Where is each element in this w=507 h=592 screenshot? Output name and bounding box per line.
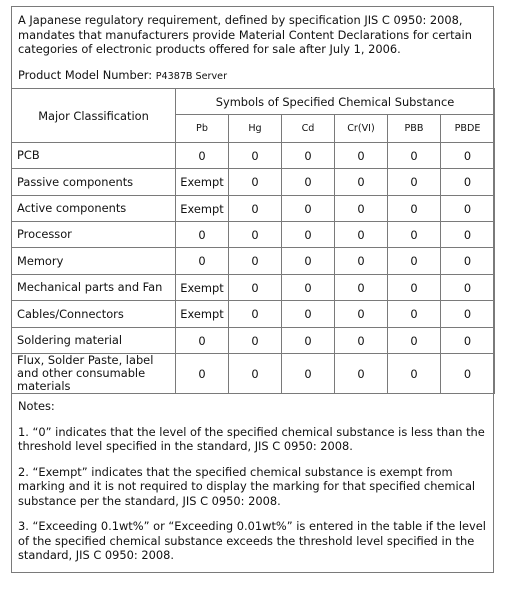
table-cell: 0 [335,301,388,328]
product-model-label: Product Model Number: [18,68,156,82]
table-cell: 0 [282,169,335,196]
symbols-header: Symbols of Specified Chemical Substance [176,89,495,115]
note-2: 2. “Exempt” indicates that the specified chemical substance is exempt from marking and it is not required to display the marking for that specified chemical substance per the standard, JIS C 0950: 2008. [18,464,476,508]
table-cell: 0 [388,354,441,394]
table-row [12,275,495,301]
table-cell: 0 [335,169,388,196]
table-row [12,354,495,394]
table-cell: 0 [282,143,335,169]
table-cell: 0 [229,169,282,196]
table-cell: 0 [282,275,335,301]
table-cell: 0 [441,248,495,275]
table-cell: 0 [229,328,282,354]
table-cell: Exempt [176,301,229,328]
table-cell: 0 [229,275,282,301]
row-label: Flux, Solder Paste, label and other consumable materials [12,354,176,394]
table-cell: 0 [176,222,229,248]
table-cell: 0 [441,143,495,169]
table-cell: 0 [441,275,495,301]
substance-column-header: Cd [282,115,335,143]
table-cell: 0 [441,222,495,248]
table-cell: 0 [388,328,441,354]
table-cell: 0 [229,143,282,169]
table-cell: 0 [282,328,335,354]
table-cell: 0 [441,196,495,222]
table-row [12,169,495,196]
table-row [12,143,495,169]
table-cell: 0 [335,275,388,301]
table-cell: 0 [229,248,282,275]
notes-section [18,399,490,574]
table-cell: 0 [176,354,229,394]
table-cell: 0 [282,301,335,328]
table-cell: 0 [176,248,229,275]
row-label: Memory [12,248,176,275]
row-label: Processor [12,222,176,248]
table-cell: 0 [388,248,441,275]
table-cell: 0 [388,275,441,301]
row-label: PCB [12,143,176,169]
table-cell: 0 [282,354,335,394]
notes-title: Notes: [18,399,55,413]
table-cell: 0 [176,328,229,354]
table-row [12,328,495,354]
table-cell: 0 [176,143,229,169]
table-row [12,301,495,328]
declaration-frame [11,6,494,573]
table-cell: 0 [388,143,441,169]
row-label: Mechanical parts and Fan [12,275,176,301]
table-cell: 0 [282,222,335,248]
table-cell: 0 [335,248,388,275]
table-row [12,248,495,275]
table-cell: 0 [229,222,282,248]
row-label: Active components [12,196,176,222]
note-3: 3. “Exceeding 0.1wt%” or “Exceeding 0.01wt%” is entered in the table if the level of the specified chemical substance exceeds the threshold level specified in the standard, JIS C 0950: 2008. [18,519,486,562]
table-cell: 0 [229,196,282,222]
intro-paragraph: A Japanese regulatory requirement, defined by specification JIS C 0950: 2008, mandates that manufacturers provide Material Content Declarations for certain categories of electronic products offered for sale after July 1, 2006. [18,13,472,56]
table-cell: 0 [335,354,388,394]
table-cell: 0 [441,328,495,354]
product-model-value: P4387B Server [155,71,228,82]
table-cell: 0 [441,354,495,394]
table-cell: 0 [335,143,388,169]
table-cell: 0 [229,301,282,328]
table-cell: 0 [335,196,388,222]
chemical-substance-table [11,88,495,394]
table-cell: 0 [388,222,441,248]
table-cell: 0 [335,328,388,354]
table-cell: 0 [388,301,441,328]
table-cell: 0 [441,301,495,328]
substance-column-header: PBB [388,115,441,143]
table-cell: 0 [441,169,495,196]
table-cell: Exempt [176,169,229,196]
table-cell: 0 [282,196,335,222]
substance-table-body [12,143,495,394]
table-cell: 0 [388,196,441,222]
substance-column-header: PBDE [441,115,495,143]
table-cell: 0 [335,222,388,248]
row-label: Cables/Connectors [12,301,176,328]
table-cell: 0 [388,169,441,196]
substance-column-header: Pb [176,115,229,143]
row-label: Passive components [12,169,176,196]
substance-column-header: Cr(VI) [335,115,388,143]
table-cell: 0 [282,248,335,275]
row-label: Soldering material [12,328,176,354]
note-1: 1. “0” indicates that the level of the specified chemical substance is less than the threshold level specified in the standard, JIS C 0950: 2008. [18,424,485,453]
table-row [12,196,495,222]
table-cell: 0 [229,354,282,394]
table-cell: Exempt [176,196,229,222]
major-classification-header: Major Classification [12,89,176,143]
substance-column-header: Hg [229,115,282,143]
table-cell: Exempt [176,275,229,301]
table-row [12,222,495,248]
product-model-line [18,68,227,84]
